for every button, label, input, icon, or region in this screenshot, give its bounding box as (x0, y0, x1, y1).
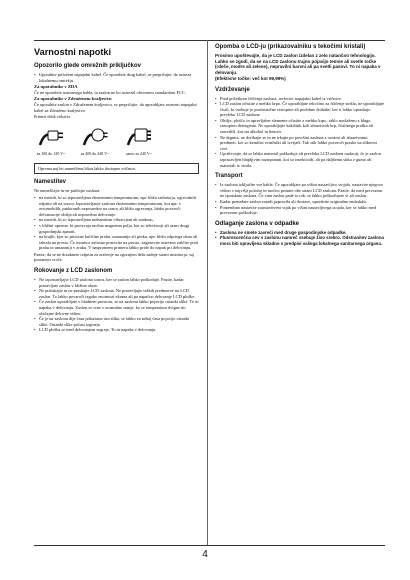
list-item: • Ne izpostavljajte LCD zaslona soncu, ker se zaslon lahko poškoduje. Pazite, kadar postavljate zaslon v bližino okna. (34, 277, 199, 288)
plug-b-icon (80, 123, 110, 149)
plug-label: za 100 do 120 V~ (36, 150, 66, 156)
column-divider (207, 40, 208, 545)
list-item: • Ohišje, ploščo in upravljalne elemente očistite z mehko krpo, rahlo navlaženo z blago raztopino detergenta. Ne uporabljajte kakršnih koli abrazivnih krp, čistilnega praška ali razredčil, kot sta alkohol in bencin. (215, 118, 385, 135)
list-item: • Če je na zaslonu dije časa prikazana ista slika, se lahko za nekaj časa pojavijo ostanki slike. Ostanki slike počasi izginejo. (34, 316, 199, 327)
lcd-handling-list (34, 277, 199, 333)
installation-list (34, 195, 199, 251)
usa-heading: Za uporabnike v ZDA (34, 84, 78, 90)
disposal-list (215, 230, 385, 247)
plug-type-a (34, 123, 68, 159)
socket-note-box: Oprema naj bo nameščena blizu lahko dostopne vtičnice. (34, 163, 199, 175)
list-item: • Upoštevajte, da se lahko material poškoduje ali prevleka LCD zaslona razkroji, če je zaslon izpostavljen hlapljivim raztopinam, kot so insekticidi, ali pa daljšemu stiku z gumo ali materiali iz vinila. (215, 151, 385, 168)
plug-type-c (122, 123, 156, 159)
transport-heading: Transport (215, 173, 243, 180)
installation-heading: Namestitev (34, 179, 67, 186)
plug-c-icon (124, 123, 154, 149)
list-item: • Ne drgnite, ne dotikajte se in ne trkajte po površini zaslona z ostrimi ali abrazivnimi predmeti, kot so kemični svinčniki ali izvijači. Tak stik lahko povzroči praske na slikovni cevi. (215, 135, 385, 152)
list-item: • LCD zaslon očistite z mehko krpo. Če uporabljate tekočino za čiščenje stekla, ne uporabljajte čistil, ki vsebuje jo protistatične raztopine ali podobne dodatke, ker ti lahko opraskajo prevleko LCD zaslona. (215, 101, 385, 118)
plug-type-b (78, 123, 112, 159)
maintenance-heading: Vzdrževanje (215, 86, 250, 93)
list-item: • LCD ploška se med delovanjem segreje. To ni napaka v delovanju. (34, 327, 199, 333)
lcd-note-heading: Opomba o LCD-ju (prikazovalniku s tekočimi kristali) (215, 44, 366, 50)
maintenance-list (215, 96, 385, 169)
lcd-handling-heading: Rokovanje z LCD zaslonom (34, 268, 113, 275)
uk-heading: Za uporabnike v Združenem kraljestvu (34, 96, 112, 102)
transport-list (215, 182, 385, 216)
plug-example-label: Primeri oblik vtikačev (34, 114, 71, 120)
list-item: • Fluorescenčna cev v zaslonu namreč vsebuje živo srebro. Odstranitev zaslona mora biti opravljena skladno s predpisi vašega lokalnega sanitarnega organa. (215, 235, 385, 246)
installation-intro: Ne nameščajte in ne puščajte zaslona: (34, 188, 101, 194)
list-item: • v bližini opreme, ki proizvaja močna magnetna polja, kot so televizorji ali razni drugi gospodinjski aparati, (34, 223, 199, 234)
power-heading: Opozorilo glede omrežnih priključkov (34, 63, 142, 69)
uk-text: Če uporabite zaslon v Združenem kraljestvu, se prepričajte, da uporabljate ustrezni napajalni kabel za Združeno kraljestvo. (34, 101, 197, 113)
power-list (34, 72, 199, 83)
plug-a-icon (36, 123, 66, 149)
plug-illustrations (34, 123, 199, 159)
list-item: • Uporabite priloženi napajalni kabel. Če uporabite drug kabel, se prepričajte, da ustreza lokalnemu omrežju. (34, 72, 199, 83)
list-item: • na krajih, kjer so prisotne količine prahu, umazanije ali peska, npr. bližu odprtega okna ali izhoda na prosto. Če monitor začasno postavite na prosto, zagotovite ustrezno zaščito proti prahu in umazaniji v zraku. V nasprotnem primeru lahko pride do napak pri delovanju. (34, 234, 199, 251)
list-item: • Zaslona ne smete zavreči med druge gospodinjske odpadke. (215, 230, 385, 236)
bottom-rule (34, 545, 385, 546)
list-item: • Ne pritiskajte in ne praskajte LCD zaslona. Ne postavljajte težkih predmetov na LCD zaslon. To lahko povzroči izgubo enotnosti ekrana ali pa napačno delovanje LCD ploške. (34, 288, 199, 299)
page-number: 4 (202, 549, 208, 560)
right-column (215, 40, 385, 248)
lcd-note-text: Prosimo upoštevajte, da je LCD zaslon izdelan z zelo natančno tehnologijo. Lahko se zgodi, da se na LCD zaslonu trajno pojavijo temne ali svetle točke (rdeče, modre ali zelene), nepravilni barvni ali pa svetli pasovi. To ni napaka v delovanju. (215, 53, 381, 75)
plug-label: za 200 do 240 V~ (80, 150, 110, 156)
list-item: • Pred pričetkom čiščenja zaslona, izvlecite napajalni kabel iz vtičnice. (215, 96, 385, 102)
plug-label: samo za 240 V~ (126, 150, 152, 156)
left-column (34, 40, 199, 334)
list-item: • Iz zaslona izključite vse kable. Če uporabljate po višini nastavljivo stojalo, nastavite njegovo višino v najvišji položaj in močno primite obe strani LCD zaslona. Pazite, da med prevozom ne opraskate zaslona. Če vam zaslon pade iz rok, se lahko poškodujete vi ali zaslon. (215, 182, 385, 199)
list-item: • na mestih, ki so izpostavljena ekstremnim temperaturam, npr. bližu radiatorja, ogrevalnih odprtin ali na soncu. Izpostavljanje zaslona ekstremnim temperaturam, kot npr. v avtomobilih, parkiranih neposredno na soncu ali bližu ogrevanja, lahko povzroči deformacije ohišja ali nepravilno delovanje. (34, 195, 199, 217)
page-title: Varnostni napotki (34, 47, 112, 57)
list-item: • na mestih, ki so izpostavljena mehanskim vibracijam ali sunkom, (34, 217, 199, 223)
disposal-heading: Odlaganje zaslona v odpadke (215, 220, 300, 227)
list-item: • Kadar prenašate zaslon zaradi popravila ali dostave, uporabite originalno embalažo. (215, 199, 385, 205)
list-item: • Če zaslon uporabljate v hladnem prostoru, se na zaslonu lahko pojavijo ostanki slike. To ni napaka v delovanju. Zaslon se vrne v normalno stanje, ko se temperatura dvigne do običajne delovne višine. (34, 299, 199, 316)
usa-text: Če ne uporabite ustreznega kabla, ta zaslon ne bo ustrezal obveznim standardom FCC. (34, 89, 186, 95)
lcd-note-effective: (Efektivne točke: več kot 99,99%) (215, 76, 286, 81)
list-item: • Pomembno nastavite zaustavitveni vijak po višini nastavljivega stojala, ker se lahko med prevozom poškoduje. (215, 205, 385, 216)
installation-outro: Pazite, da se ne dotaknete odprtin za zračenje na zgornjem delu zadnje strani monitorja, saj postanejo vroče. (34, 251, 194, 263)
